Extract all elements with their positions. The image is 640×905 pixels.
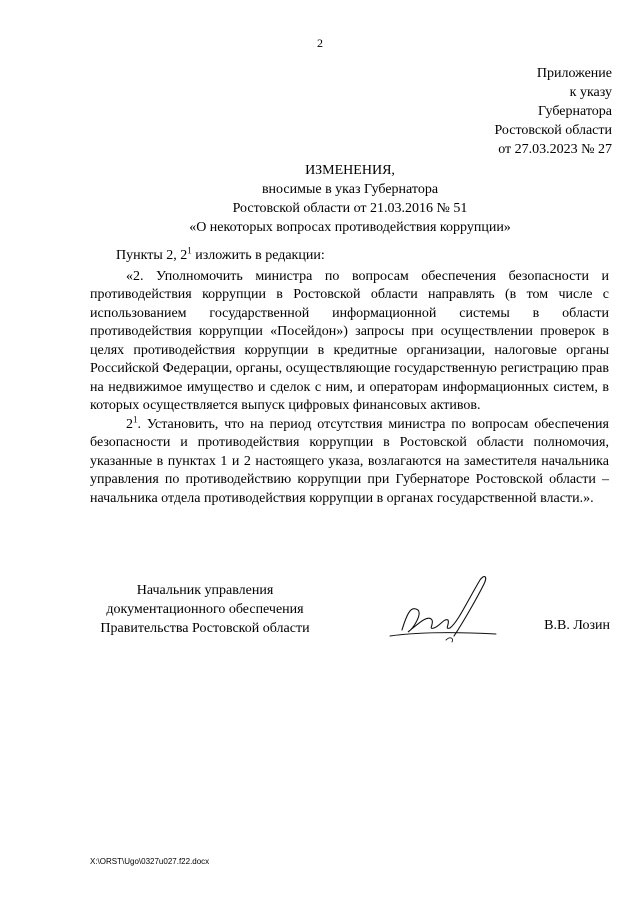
intro-text: изложить в редакции: [191, 248, 325, 263]
signatory-title-line: Правительства Ростовской области [100, 621, 310, 636]
document-body [90, 247, 609, 508]
intro-text: Пункты 2, 2 [116, 248, 188, 263]
superscript: 1 [187, 245, 192, 256]
title-line: вносимые в указ Губернатора [261, 182, 439, 197]
file-path-footer: X:\ORST\Ugo\0327u027.f22.docx [90, 857, 210, 866]
signatory-title-line: Начальник управления [136, 583, 274, 598]
signatory-title [90, 581, 320, 638]
intro-paragraph [90, 247, 609, 266]
page-number: 2 [317, 36, 323, 50]
document-title [90, 161, 610, 237]
superscript: 1 [133, 413, 138, 424]
paragraph-number: 2 [126, 416, 133, 432]
title-line: Ростовской области от 21.03.2016 № 51 [232, 201, 468, 216]
title-heading: ИЗМЕНЕНИЯ, [305, 163, 395, 178]
handwritten-signature [388, 570, 498, 650]
appendix-line: к указу [569, 85, 612, 100]
appendix-header [420, 64, 612, 159]
signatory-name: В.В. Лозин [544, 618, 610, 633]
paragraph-text: . Установить, что на период отсутствия министра по вопросам обеспечения безопасности и противодействия коррупции в Ростовской области полномочия, указанные в пунктах 1 и 2 настоящего указа, возлагаются на заместителя начальника управления по противодействию коррупции при Губернаторе Ростовской области – начальника отдела противодействия коррупции в органах государственной власти.». [90, 416, 609, 506]
appendix-line: Губернатора [537, 104, 612, 119]
paragraph-2-1 [90, 413, 609, 509]
appendix-line: от 27.03.2023 № 27 [498, 142, 612, 157]
paragraph-2: «2. Уполномочить министра по вопросам обеспечения безопасности и противодействия коррупции в Ростовской области направлять (в том числе с использованием государственной информационной системы в области противодействия коррупции «Посейдон») запросы при осуществлении проверок в целях противодействия коррупции в кредитные организации, налоговые органы Российской Федерации, органы, осуществляющие государственную регистрацию прав на недвижимое имущество и сделок с ним, и операторам информационных систем, в которых осуществляется выпуск цифровых финансовых активов. [90, 268, 609, 413]
appendix-line: Приложение [536, 66, 612, 81]
signatory-title-line: документационного обеспечения [106, 602, 304, 617]
title-line: «О некоторых вопросах противодействия коррупции» [189, 220, 511, 235]
appendix-line: Ростовской области [494, 123, 612, 138]
